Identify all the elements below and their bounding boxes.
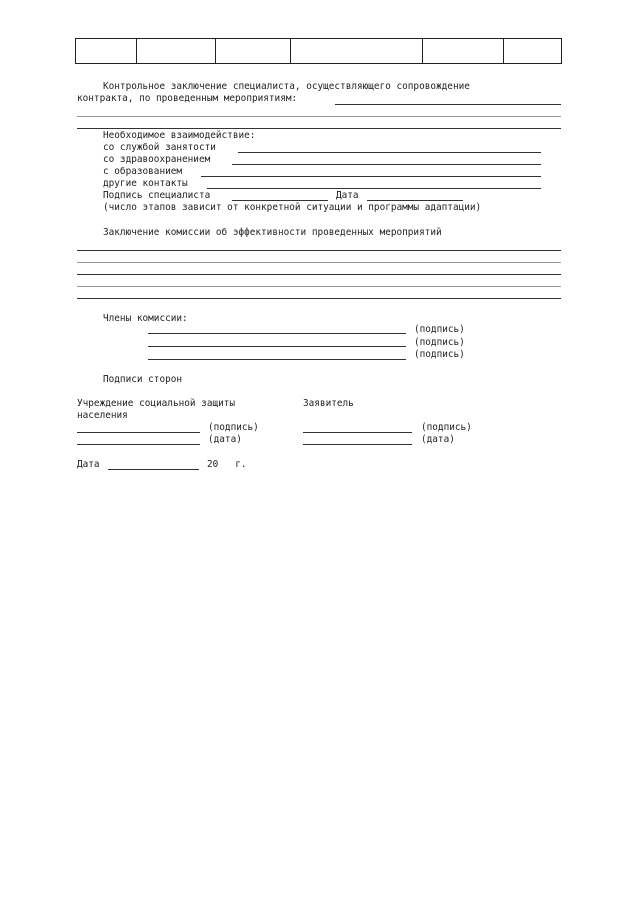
header-cell-4 — [291, 39, 423, 64]
footer-date-line[interactable] — [108, 469, 199, 470]
member-signature-caption-2: (подпись) — [414, 337, 465, 348]
interaction-heading: Необходимое взаимодействие: — [103, 130, 256, 141]
specialist-conclusion-line2: контракта, по проведенным мероприятиям: — [77, 93, 298, 104]
member-signature-line-2[interactable] — [148, 346, 406, 347]
interaction-health-label: со здравоохранением — [103, 154, 211, 165]
footer-year-suffix: 20 г. — [207, 459, 247, 470]
interaction-note: (число этапов зависит от конкретной ситуации и программы адаптации) — [103, 202, 482, 213]
parties-heading: Подписи сторон — [103, 374, 183, 385]
commission-fill-line[interactable] — [77, 286, 561, 287]
header-cell-6 — [504, 39, 562, 64]
interaction-education-line[interactable] — [201, 176, 541, 177]
interaction-employment-line[interactable] — [238, 152, 541, 153]
commission-fill-line[interactable] — [77, 298, 561, 299]
interaction-other-line[interactable] — [207, 188, 541, 189]
specialist-signature-label: Подпись специалиста — [103, 190, 211, 201]
commission-fill-line[interactable] — [77, 262, 561, 263]
org-signature-caption: (подпись) — [208, 422, 259, 433]
interaction-education-label: с образованием — [103, 166, 183, 177]
specialist-signature-line[interactable] — [232, 200, 328, 201]
applicant-date-caption: (дата) — [421, 434, 455, 445]
applicant-signature-line[interactable] — [303, 432, 412, 433]
member-signature-line-1[interactable] — [148, 333, 406, 334]
specialist-date-label: Дата — [336, 190, 359, 201]
member-signature-caption-3: (подпись) — [414, 349, 465, 360]
commission-fill-line[interactable] — [77, 274, 561, 275]
commission-conclusion-heading: Заключение комиссии об эффективности проведенных мероприятий — [103, 227, 442, 238]
specialist-conclusion-line1: Контрольное заключение специалиста, осуществляющего сопровождение — [103, 81, 470, 92]
applicant-date-line[interactable] — [303, 444, 412, 445]
footer-date-label: Дата — [77, 459, 100, 470]
interaction-health-line[interactable] — [232, 164, 541, 165]
header-cell-5 — [423, 39, 504, 64]
applicant-signature-caption: (подпись) — [421, 422, 472, 433]
applicant-label: Заявитель — [303, 398, 354, 409]
member-signature-line-3[interactable] — [148, 359, 406, 360]
header-cell-1 — [76, 39, 137, 64]
conclusion-fill-line[interactable] — [335, 104, 561, 105]
members-heading: Члены комиссии: — [103, 313, 188, 324]
conclusion-fill-line[interactable] — [77, 116, 561, 117]
specialist-date-line[interactable] — [367, 200, 463, 201]
interaction-employment-label: со службой занятости — [103, 142, 216, 153]
member-signature-caption-1: (подпись) — [414, 324, 465, 335]
header-cell-3 — [216, 39, 291, 64]
org-date-caption: (дата) — [208, 434, 242, 445]
org-name-line2: населения — [77, 410, 128, 421]
conclusion-fill-line[interactable] — [77, 128, 561, 129]
org-date-line[interactable] — [77, 444, 200, 445]
commission-fill-line[interactable] — [77, 250, 561, 251]
org-signature-line[interactable] — [77, 432, 200, 433]
interaction-other-label: другие контакты — [103, 178, 188, 189]
header-cell-2 — [137, 39, 216, 64]
org-name-line1: Учреждение социальной защиты — [77, 398, 236, 409]
header-table — [75, 38, 562, 64]
